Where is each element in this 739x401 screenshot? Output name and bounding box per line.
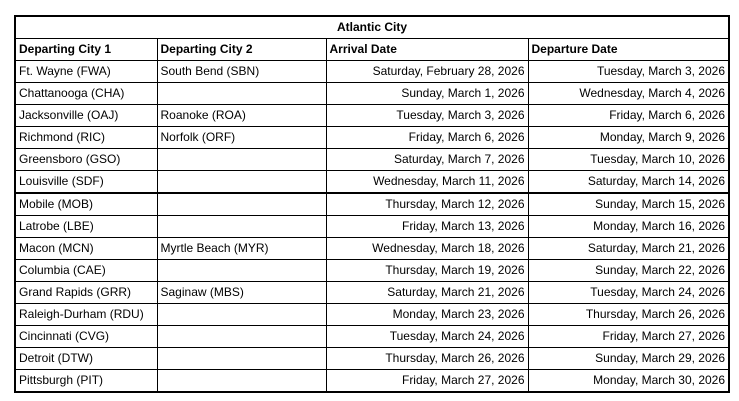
cell-arrival-date: Wednesday, March 18, 2026 [326, 238, 528, 260]
header-departure-date: Departure Date [528, 39, 729, 61]
table-row [15, 193, 729, 216]
cell-arrival-date: Friday, March 27, 2026 [326, 370, 528, 393]
cell-departure-date: Friday, March 6, 2026 [528, 105, 729, 127]
cell-departing-city-2 [157, 260, 326, 282]
cell-departing-city-1: Raleigh-Durham (RDU) [15, 304, 157, 326]
cell-departing-city-2: Roanoke (ROA) [157, 105, 326, 127]
cell-departure-date: Sunday, March 29, 2026 [528, 348, 729, 370]
cell-departing-city-1: Chattanooga (CHA) [15, 83, 157, 105]
cell-arrival-date: Saturday, March 7, 2026 [326, 149, 528, 171]
table-row [15, 216, 729, 238]
cell-departure-date: Sunday, March 15, 2026 [528, 193, 729, 216]
cell-departing-city-2 [157, 216, 326, 238]
cell-departure-date: Monday, March 30, 2026 [528, 370, 729, 393]
table-row [15, 370, 729, 393]
cell-departure-date: Friday, March 27, 2026 [528, 326, 729, 348]
cell-departing-city-2 [157, 83, 326, 105]
cell-departing-city-1: Grand Rapids (GRR) [15, 282, 157, 304]
cell-departing-city-1: Pittsburgh (PIT) [15, 370, 157, 393]
cell-arrival-date: Wednesday, March 11, 2026 [326, 171, 528, 194]
table-row [15, 304, 729, 326]
cell-departure-date: Tuesday, March 3, 2026 [528, 61, 729, 83]
schedule-sheet [14, 15, 728, 393]
cell-departure-date: Saturday, March 21, 2026 [528, 238, 729, 260]
header-departing-city-2: Departing City 2 [157, 39, 326, 61]
cell-departing-city-1: Richmond (RIC) [15, 127, 157, 149]
cell-departing-city-2 [157, 149, 326, 171]
cell-arrival-date: Thursday, March 19, 2026 [326, 260, 528, 282]
table-row [15, 238, 729, 260]
cell-departing-city-2 [157, 348, 326, 370]
cell-departing-city-1: Macon (MCN) [15, 238, 157, 260]
cell-arrival-date: Saturday, February 28, 2026 [326, 61, 528, 83]
title-row [15, 16, 729, 39]
cell-departure-date: Monday, March 9, 2026 [528, 127, 729, 149]
cell-departure-date: Tuesday, March 24, 2026 [528, 282, 729, 304]
cell-departing-city-2: Saginaw (MBS) [157, 282, 326, 304]
cell-departing-city-2 [157, 304, 326, 326]
table-row [15, 105, 729, 127]
table-row [15, 348, 729, 370]
cell-departure-date: Monday, March 16, 2026 [528, 216, 729, 238]
cell-departing-city-2 [157, 171, 326, 194]
cell-departing-city-1: Ft. Wayne (FWA) [15, 61, 157, 83]
table-row [15, 171, 729, 194]
cell-departure-date: Thursday, March 26, 2026 [528, 304, 729, 326]
cell-departing-city-2 [157, 326, 326, 348]
table-row [15, 260, 729, 282]
cell-departure-date: Tuesday, March 10, 2026 [528, 149, 729, 171]
cell-departing-city-2 [157, 193, 326, 216]
cell-departing-city-1: Mobile (MOB) [15, 193, 157, 216]
cell-arrival-date: Tuesday, March 3, 2026 [326, 105, 528, 127]
cell-departing-city-1: Cincinnati (CVG) [15, 326, 157, 348]
table-row [15, 83, 729, 105]
cell-arrival-date: Thursday, March 26, 2026 [326, 348, 528, 370]
cell-departing-city-2: South Bend (SBN) [157, 61, 326, 83]
table-row [15, 282, 729, 304]
table-title: Atlantic City [15, 16, 729, 39]
cell-departing-city-1: Jacksonville (OAJ) [15, 105, 157, 127]
cell-arrival-date: Monday, March 23, 2026 [326, 304, 528, 326]
cell-departing-city-2 [157, 370, 326, 393]
cell-arrival-date: Saturday, March 21, 2026 [326, 282, 528, 304]
header-departing-city-1: Departing City 1 [15, 39, 157, 61]
schedule-table [14, 15, 730, 393]
cell-arrival-date: Friday, March 13, 2026 [326, 216, 528, 238]
cell-departing-city-1: Latrobe (LBE) [15, 216, 157, 238]
cell-departing-city-2: Myrtle Beach (MYR) [157, 238, 326, 260]
cell-departing-city-1: Detroit (DTW) [15, 348, 157, 370]
cell-departing-city-1: Greensboro (GSO) [15, 149, 157, 171]
header-row [15, 39, 729, 61]
table-row [15, 127, 729, 149]
table-row [15, 149, 729, 171]
cell-arrival-date: Friday, March 6, 2026 [326, 127, 528, 149]
cell-departure-date: Saturday, March 14, 2026 [528, 171, 729, 194]
cell-departing-city-1: Columbia (CAE) [15, 260, 157, 282]
cell-departing-city-2: Norfolk (ORF) [157, 127, 326, 149]
cell-departure-date: Wednesday, March 4, 2026 [528, 83, 729, 105]
cell-departing-city-1: Louisville (SDF) [15, 171, 157, 194]
cell-arrival-date: Thursday, March 12, 2026 [326, 193, 528, 216]
table-row [15, 61, 729, 83]
header-arrival-date: Arrival Date [326, 39, 528, 61]
table-row [15, 326, 729, 348]
cell-arrival-date: Sunday, March 1, 2026 [326, 83, 528, 105]
cell-departure-date: Sunday, March 22, 2026 [528, 260, 729, 282]
cell-arrival-date: Tuesday, March 24, 2026 [326, 326, 528, 348]
